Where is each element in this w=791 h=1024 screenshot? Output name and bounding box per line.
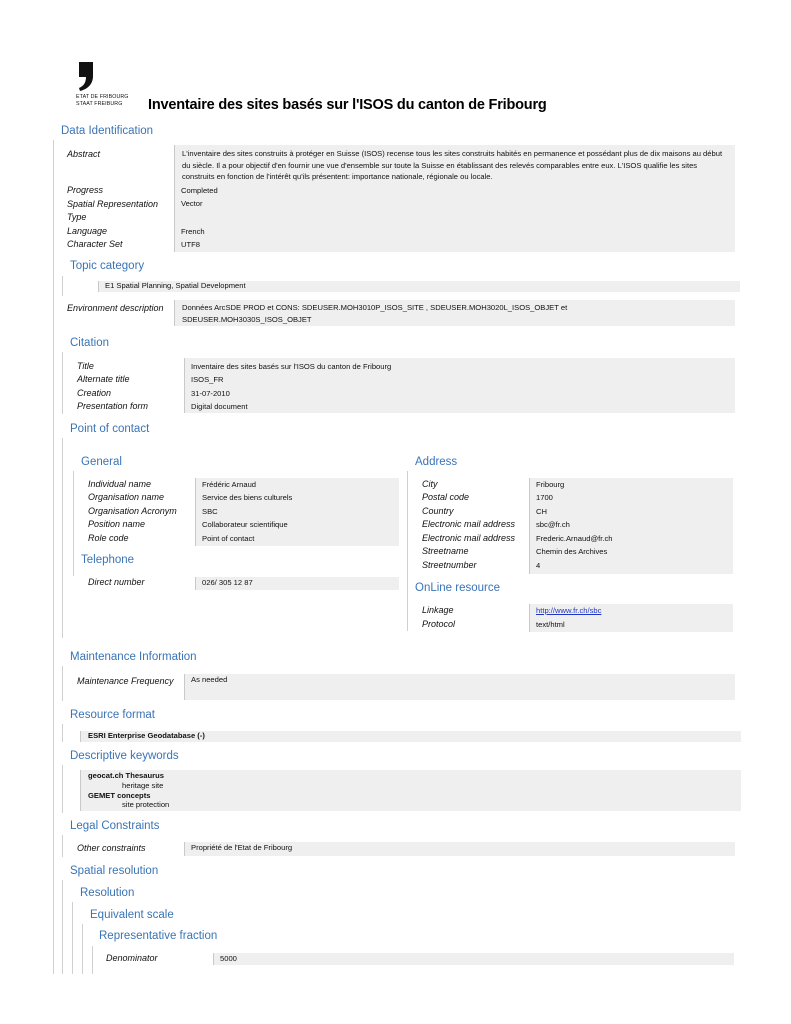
email-label-1: Electronic mail address (422, 519, 516, 529)
language-value: French (181, 227, 205, 236)
section-general: General (81, 456, 122, 468)
logo-line-1: ETAT DE FRIBOURG (76, 94, 129, 100)
country-label: Country (422, 506, 454, 516)
denominator-label: Denominator (106, 953, 158, 963)
page-title: Inventaire des sites basés sur l'ISOS du canton de Fribourg (148, 97, 547, 113)
topic-value: E1 Spatial Planning, Spatial Development (105, 281, 246, 290)
email-value-1: sbc@fr.ch (536, 520, 570, 529)
organisation-acronym-value: SBC (202, 507, 218, 516)
creation-value: 31-07-2010 (191, 389, 230, 398)
postal-code-label: Postal code (422, 492, 470, 502)
thesaurus-2: GEMET concepts (88, 791, 151, 800)
format-rule (62, 724, 63, 742)
organisation-acronym-label: Organisation Acronym (88, 506, 177, 516)
maintenance-box (184, 674, 735, 700)
charset-value: UTF8 (181, 240, 200, 249)
general-rule (73, 471, 74, 576)
legal-rule (62, 835, 63, 857)
spatial-rule (62, 880, 63, 974)
section-topic-category: Topic category (70, 260, 145, 272)
denominator-value: 5000 (220, 954, 237, 963)
address-rule (407, 471, 408, 631)
other-constraints-label: Other constraints (77, 843, 146, 853)
scale-rule (82, 924, 83, 974)
email-value-2: Frederic.Arnaud@fr.ch (536, 534, 613, 543)
organisation-name-value: Service des biens culturels (202, 493, 293, 502)
linkage-label: Linkage (422, 605, 454, 615)
legal-box (184, 842, 735, 856)
section-resolution: Resolution (80, 887, 135, 899)
thesaurus-1: geocat.ch Thesaurus (88, 771, 164, 780)
section-descriptive-keywords: Descriptive keywords (70, 750, 179, 762)
section-telephone: Telephone (81, 554, 135, 566)
presentation-form-label: Presentation form (77, 401, 149, 411)
streetnumber-label: Streetnumber (422, 560, 477, 570)
section-address: Address (415, 456, 458, 468)
progress-value: Completed (181, 186, 218, 195)
section-maintenance: Maintenance Information (70, 651, 197, 663)
spatial-representation-label: Spatial Representation Type (67, 199, 159, 222)
streetname-label: Streetname (422, 546, 469, 556)
city-label: City (422, 479, 438, 489)
keywords-box (80, 770, 741, 811)
topic-rule (62, 276, 63, 296)
abstract-label: Abstract (67, 149, 101, 159)
keywords-rule (62, 765, 63, 813)
role-code-value: Point of contact (202, 534, 255, 543)
direct-number-label: Direct number (88, 577, 145, 587)
position-name-label: Position name (88, 519, 146, 529)
section-legal-constraints: Legal Constraints (70, 820, 160, 832)
streetname-value: Chemin des Archives (536, 547, 608, 556)
creation-label: Creation (77, 388, 112, 398)
language-label: Language (67, 226, 108, 236)
charset-label: Character Set (67, 239, 123, 249)
environment-value: Données ArcSDE PROD et CONS: SDEUSER.MOH3010P_ISOS_SITE , SDEUSER.MOH3020L_ISOS_OBJET et SDEUSER.MOH3030S_ISOS_OBJET (182, 303, 568, 324)
keyword-2: site protection (122, 800, 170, 809)
protocol-value: text/html (536, 620, 565, 629)
comma-mark-icon (76, 60, 98, 92)
protocol-label: Protocol (422, 619, 456, 629)
position-name-value: Collaborateur scientifique (202, 520, 288, 529)
fraction-rule (92, 946, 93, 974)
section-point-of-contact: Point of contact (70, 423, 150, 435)
section-spatial-resolution: Spatial resolution (70, 865, 159, 877)
other-constraints-value: Propriété de l'Etat de Fribourg (191, 843, 293, 852)
section-citation: Citation (70, 337, 109, 349)
section-data-identification: Data Identification (61, 125, 154, 137)
streetnumber-value: 4 (536, 561, 541, 570)
postal-code-value: 1700 (536, 493, 553, 502)
contact-rule (62, 438, 63, 638)
resource-format-value: ESRI Enterprise Geodatabase (-) (88, 731, 205, 740)
identification-values-box (174, 184, 735, 252)
citation-title-value: Inventaire des sites basés sur l'ISOS du canton de Fribourg (191, 362, 392, 371)
keyword-1: heritage site (122, 781, 164, 790)
section-online-resource: OnLine resource (415, 582, 501, 594)
alternate-title-value: ISOS_FR (191, 375, 224, 384)
citation-title-label: Title (77, 361, 94, 371)
logo-text (76, 94, 129, 108)
direct-number-value: 026/ 305 12 87 (202, 578, 253, 587)
progress-label: Progress (67, 185, 104, 195)
outline-rule (53, 140, 54, 974)
individual-name-value: Frédéric Arnaud (202, 480, 257, 489)
role-code-label: Role code (88, 533, 129, 543)
environment-box (174, 300, 735, 326)
country-value: CH (536, 507, 547, 516)
section-resource-format: Resource format (70, 709, 156, 721)
maintenance-rule (62, 666, 63, 701)
maintenance-frequency-label: Maintenance Frequency (77, 676, 174, 686)
organisation-name-label: Organisation name (88, 492, 165, 502)
spatial-representation-value: Vector (181, 199, 203, 208)
abstract-value: L'inventaire des sites construits à protéger en Suisse (ISOS) recense tous les sites construits habités en permanence et possédant plus de dix maisons au début du siècle. Il a pour objectif d'en fournir une vue d'ensemble sur toute la Suisse en établissant des relevés comparables entre eux. L'ISOS qualifie les sites construits en fonction de l'intérêt qu'ils présentent: importance nationale, régionale ou locale. (182, 149, 723, 181)
abstract-box (174, 145, 735, 184)
email-label-2: Electronic mail address (422, 533, 516, 543)
individual-name-label: Individual name (88, 479, 152, 489)
logo-line-2: STAAT FREIBURG (76, 101, 123, 107)
presentation-form-value: Digital document (191, 402, 248, 411)
citation-rule (62, 352, 63, 414)
linkage-link[interactable]: http://www.fr.ch/sbc (536, 606, 602, 615)
format-box (80, 731, 741, 742)
section-equivalent-scale: Equivalent scale (90, 909, 174, 921)
topic-box (98, 281, 740, 292)
section-representative-fraction: Representative fraction (99, 930, 218, 942)
maintenance-frequency-value: As needed (191, 675, 228, 684)
alternate-title-label: Alternate title (77, 374, 130, 384)
environment-label: Environment description (67, 303, 164, 313)
resolution-rule (72, 902, 73, 974)
denominator-box (213, 953, 734, 965)
city-value: Fribourg (536, 480, 565, 489)
